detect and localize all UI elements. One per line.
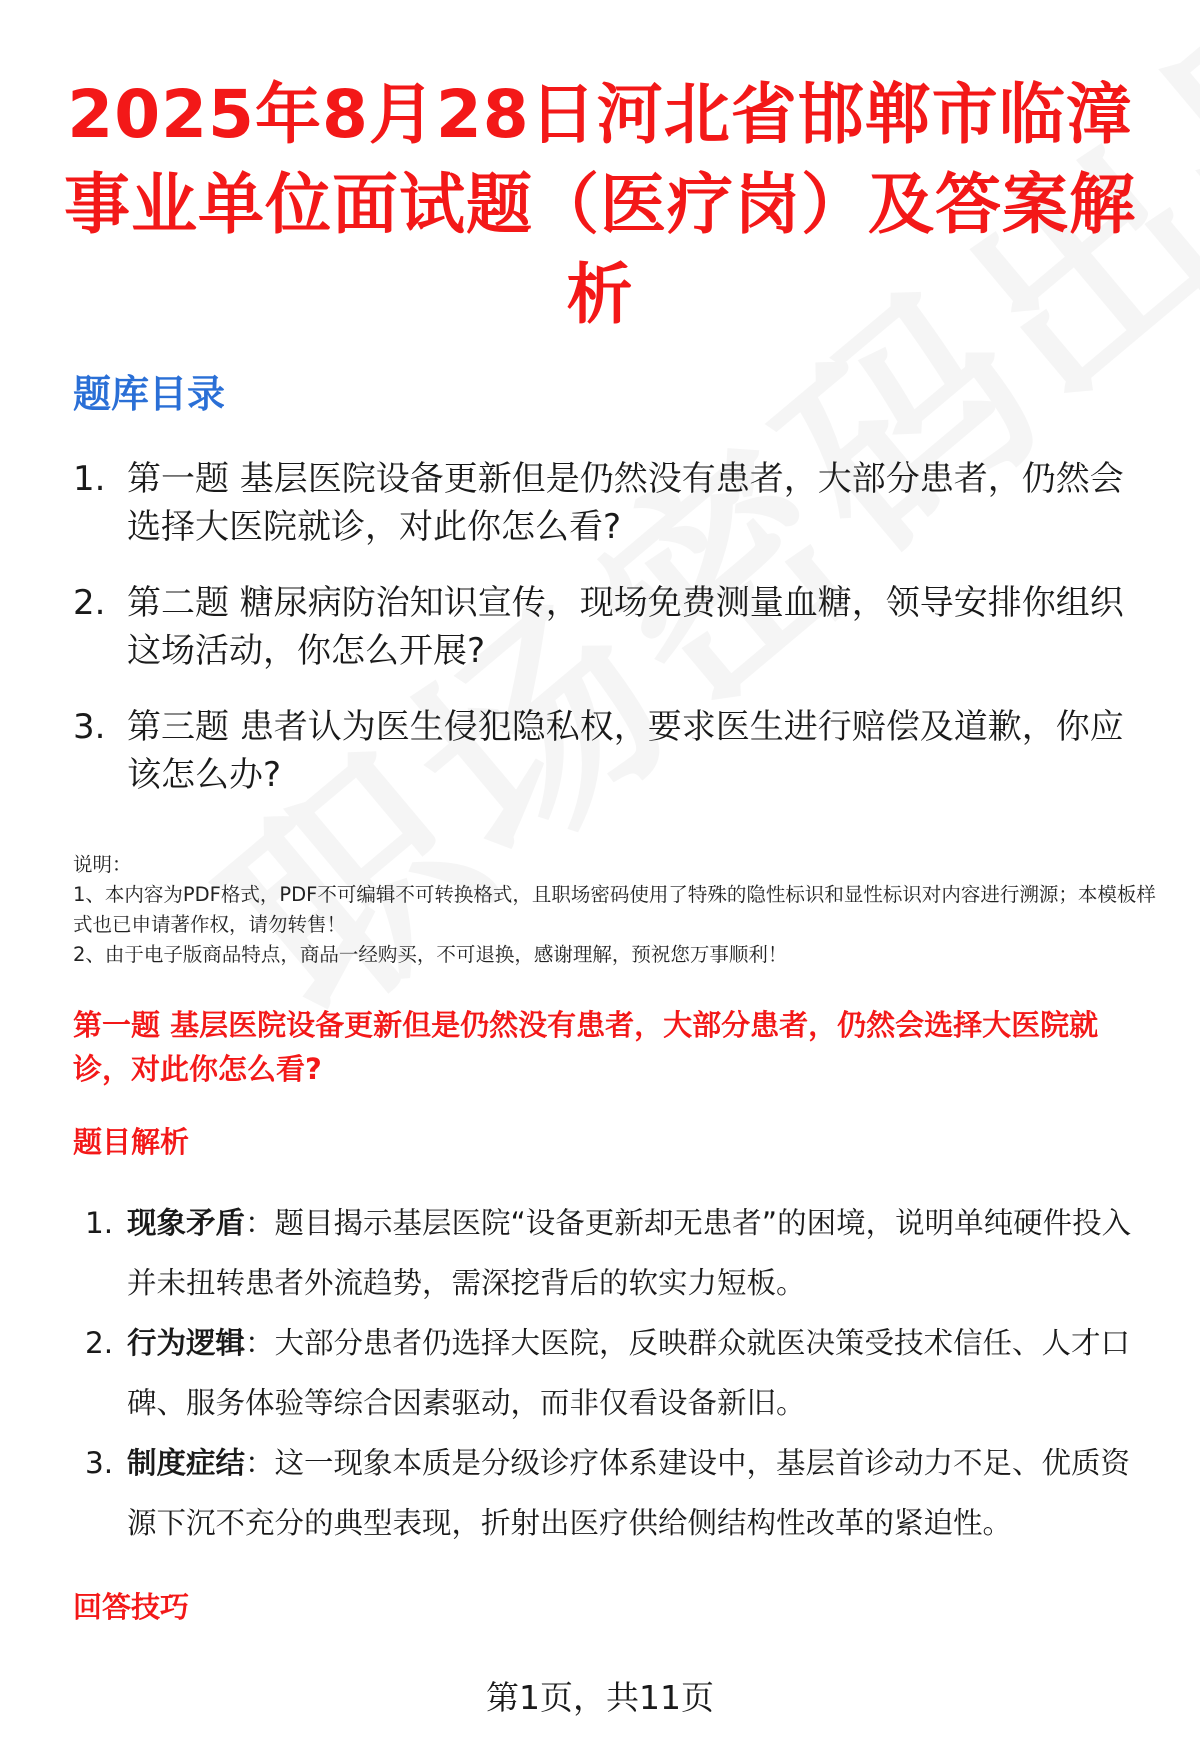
notes-line-2: 2、由于电子版商品特点，商品一经购买，不可退换，感谢理解，预祝您万事顺利！ (73, 943, 788, 966)
question-1-title: 第一题 基层医院设备更新但是仍然没有患者，大部分患者，仍然会选择大医院就诊，对此你怎么看? (73, 1008, 1099, 1086)
analysis-item-term: 行为逻辑 (127, 1326, 246, 1360)
notes-line-1: 1、本内容为PDF格式，PDF不可编辑不可转换格式，且职场密码使用了特殊的隐性标识和显性标识对内容进行溯源；本模板样式也已申请著作权，请勿转售！ (73, 883, 1156, 936)
analysis-item-text: ：题目揭示基层医院“设备更新却无患者”的困境，说明单纯硬件投入并未扭转患者外流趋势，需深挖背后的软实力短板。 (127, 1206, 1132, 1300)
analysis-item-term: 制度症结 (127, 1446, 246, 1480)
analysis-item-text: ：这一现象本质是分级诊疗体系建设中，基层首诊动力不足、优质资源下沉不充分的典型表现，折射出医疗供给侧结构性改革的紧迫性。 (127, 1446, 1131, 1540)
tips-heading: 回答技巧 (73, 1590, 190, 1624)
toc-item-text: 第一题 基层医院设备更新但是仍然没有患者，大部分患者，仍然会选择大医院就诊，对此你怎么看? (127, 459, 1124, 547)
toc-list (73, 455, 1153, 827)
analysis-item-number: 2. (85, 1326, 114, 1360)
toc-item[interactable] (73, 703, 1153, 799)
toc-item[interactable] (73, 455, 1153, 551)
notes-label: 说明： (73, 853, 132, 876)
analysis-item (85, 1433, 1145, 1553)
toc-item-number: 2. (73, 583, 106, 623)
notes (73, 850, 1163, 970)
page-footer: 第1页，共11页 (486, 1678, 714, 1717)
toc-item-text: 第三题 患者认为医生侵犯隐私权，要求医生进行赔偿及道歉，你应该怎么办? (127, 707, 1124, 795)
toc-item[interactable] (73, 579, 1153, 675)
toc-heading: 题库目录 (73, 372, 226, 416)
toc-item-number: 3. (73, 707, 106, 747)
analysis-item-number: 3. (85, 1446, 114, 1480)
analysis-item-term: 现象矛盾 (127, 1206, 246, 1240)
toc-item-text: 第二题 糖尿病防治知识宣传，现场免费测量血糖，领导安排你组织这场活动，你怎么开展? (127, 583, 1124, 671)
analysis-heading: 题目解析 (73, 1125, 190, 1159)
document-title: 2025年8月28日河北省邯郸市临漳事业单位面试题（医疗岗）及答案解析 (64, 76, 1136, 333)
analysis-item-text: ：大部分患者仍选择大医院，反映群众就医决策受技术信任、人才口碑、服务体验等综合因素驱动，而非仅看设备新旧。 (127, 1326, 1131, 1420)
analysis-item-number: 1. (85, 1206, 114, 1240)
analysis-list (85, 1193, 1145, 1553)
toc-item-number: 1. (73, 459, 106, 499)
analysis-item (85, 1313, 1145, 1433)
analysis-item (85, 1193, 1145, 1313)
